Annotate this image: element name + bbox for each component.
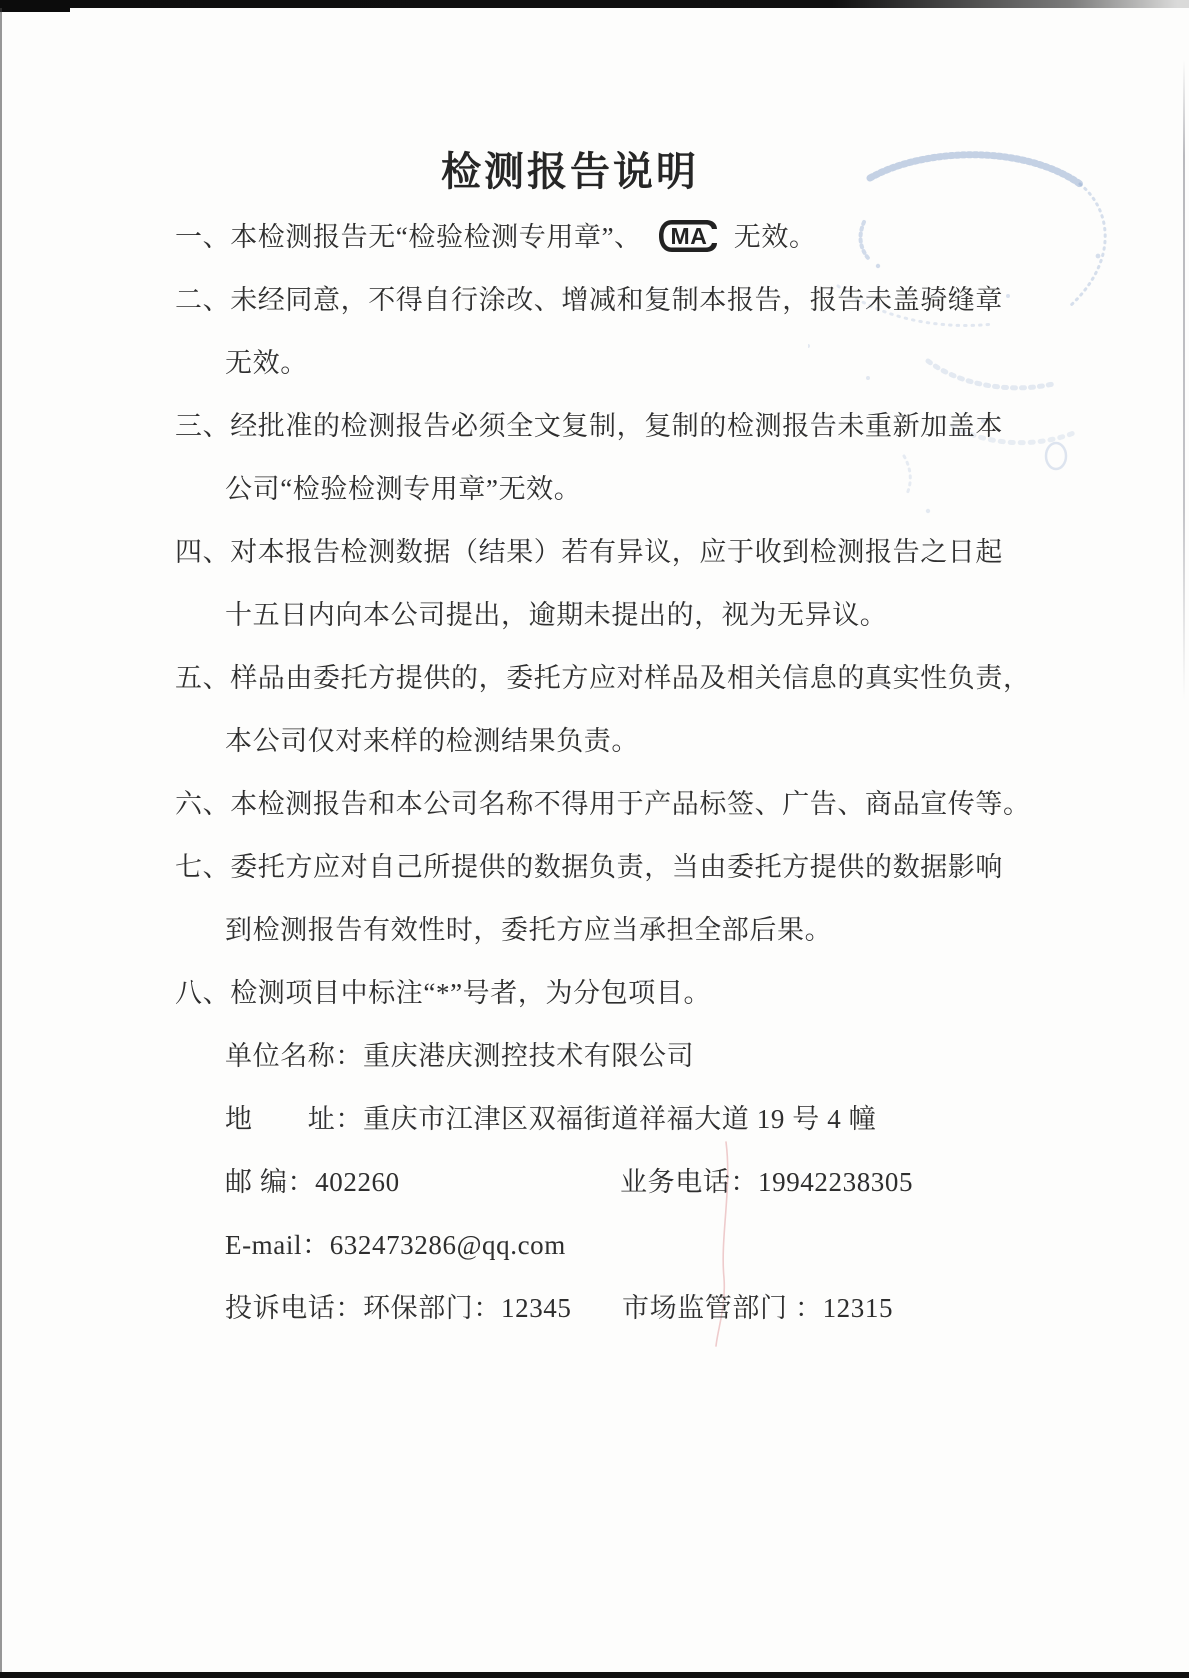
scan-edge-top [0, 0, 1189, 8]
postcode-phone-line [175, 1160, 1055, 1223]
cma-mark-label: MA [670, 223, 708, 249]
market-dept-label: 市场监管部门 ： [622, 1293, 823, 1323]
cma-mark-icon [658, 217, 720, 255]
report-notes [175, 215, 1055, 1349]
market-dept [622, 1286, 893, 1325]
note-1 [175, 215, 1055, 278]
page-title: 检测报告说明 [441, 149, 699, 194]
note-6: 六、本检测报告和本公司名称不得用于产品标签、广告、商品宣传等。 [175, 789, 1031, 819]
email-value: 632473286@qq.com [329, 1230, 566, 1260]
email-line [175, 1223, 1055, 1286]
note-4-cont: 十五日内向本公司提出，逾期未提出的，视为无异议。 [225, 600, 888, 630]
note-1-text: 一、本检测报告无“检验检测专用章”、 [175, 222, 642, 252]
note-8: 八、检测项目中标注“*”号者，为分包项目。 [175, 978, 712, 1008]
note-2-cont: 无效。 [225, 348, 308, 378]
paper-edge-shadow-right [1183, 60, 1185, 700]
business-phone-label: 业务电话： [620, 1167, 758, 1197]
complaint-line [175, 1286, 1055, 1349]
note-5-cont: 本公司仅对来样的检测结果负责。 [225, 726, 639, 756]
business-phone-value: 19942238305 [758, 1167, 914, 1197]
market-dept-phone: 12315 [822, 1293, 894, 1323]
note-2: 二、未经同意，不得自行涂改、增减和复制本报告，报告未盖骑缝章 [175, 285, 1003, 315]
note-3-cont: 公司“检验检测专用章”无效。 [225, 474, 582, 504]
note-3: 三、经批准的检测报告必须全文复制，复制的检测报告未重新加盖本 [175, 411, 1003, 441]
env-dept-label: 环保部门： [363, 1293, 501, 1323]
company-name-label: 单位名称： [225, 1041, 363, 1071]
complaint-label: 投诉电话： [225, 1293, 363, 1323]
company-address-value: 重庆市江津区双福街道祥福大道 19 号 4 幢 [363, 1104, 877, 1134]
scan-edge-left [0, 8, 2, 1674]
note-1-suffix: 无效。 [733, 222, 817, 252]
scan-edge-bottom [0, 1672, 1189, 1678]
company-name-line [175, 1034, 1055, 1097]
company-address-label: 地 址： [225, 1104, 363, 1134]
scan-edge-top-left-corner [0, 0, 70, 12]
company-name-value: 重庆港庆测控技术有限公司 [363, 1041, 695, 1071]
company-address-line [175, 1097, 1055, 1160]
email-label: E-mail： [225, 1230, 330, 1260]
note-5: 五、样品由委托方提供的，委托方应对样品及相关信息的真实性负责， [175, 663, 1031, 693]
note-7: 七、委托方应对自己所提供的数据负责，当由委托方提供的数据影响 [175, 852, 1003, 882]
business-phone [620, 1160, 913, 1199]
postcode-label: 邮 编： [225, 1167, 316, 1197]
env-dept-phone: 12345 [501, 1293, 572, 1323]
note-4: 四、对本报告检测数据（结果）若有异议，应于收到检测报告之日起 [175, 537, 1003, 567]
postcode-value: 402260 [315, 1167, 400, 1197]
note-7-cont: 到检测报告有效性时，委托方应当承担全部后果。 [225, 915, 833, 945]
